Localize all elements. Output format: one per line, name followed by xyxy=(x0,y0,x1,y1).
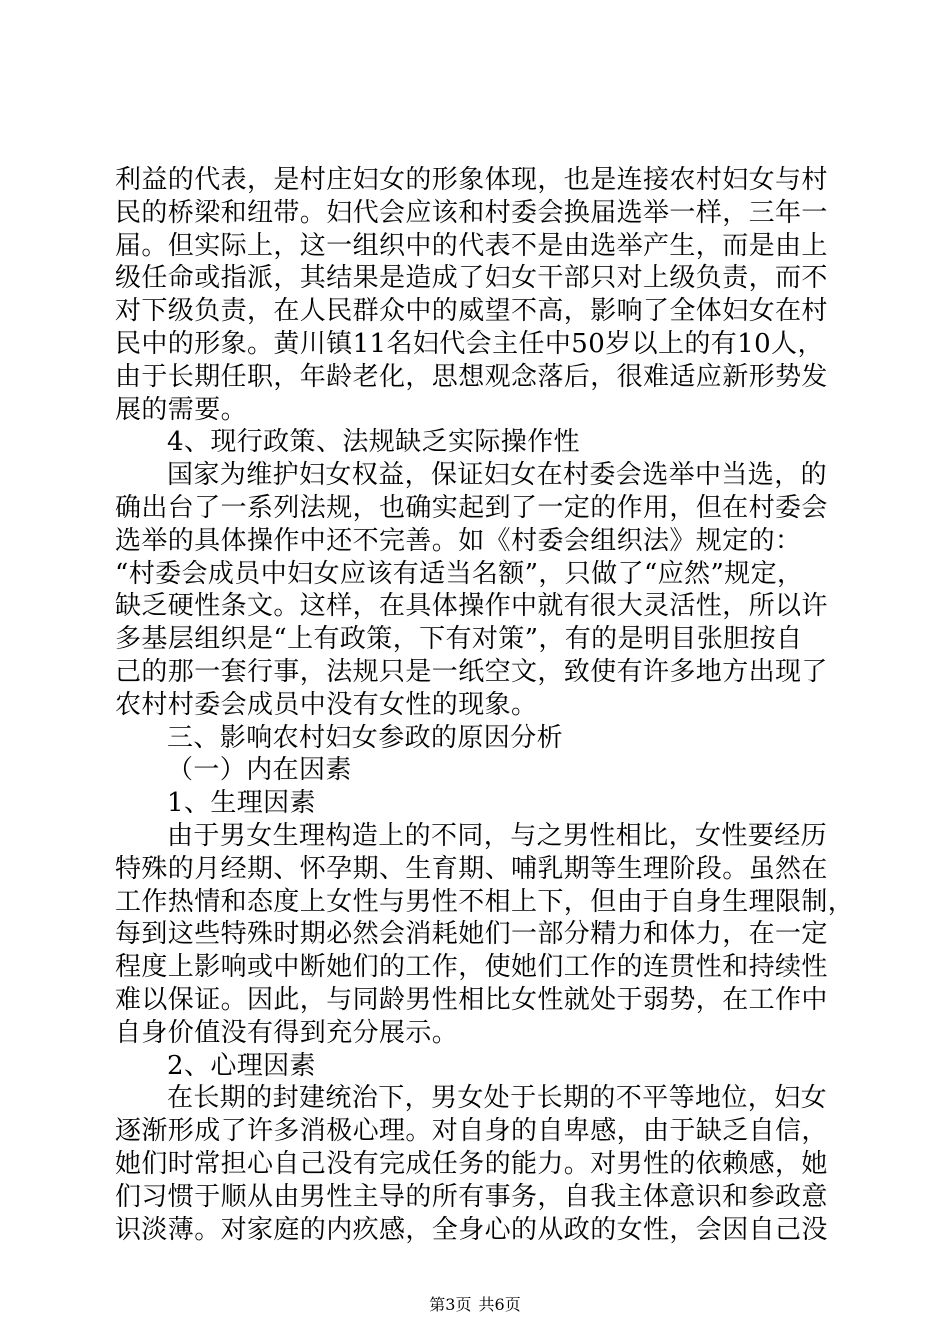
text-line: 利益的代表，是村庄妇女的形象体现，也是连接农村妇女与村 xyxy=(115,165,828,195)
section-heading: （一）内在因素 xyxy=(167,755,352,786)
text-line: 己的那一套行事，法规只是一纸空文，致使有许多地方出现了 xyxy=(115,656,828,687)
text-line: 逐渐形成了许多消极心理。对自身的自卑感，由于缺乏自信， xyxy=(115,1116,828,1147)
page-footer xyxy=(0,1292,950,1315)
text-line: 们习惯于顺从由男性主导的所有事务，自我主体意识和参政意 xyxy=(115,1181,828,1212)
text-line: “村委会成员中妇女应该有适当名额”，只做了“应然”规定， xyxy=(115,558,804,589)
text-line: 多基层组织是“上有政策，下有对策”，有的是明目张胆按自 xyxy=(115,624,803,655)
body-text xyxy=(115,164,855,1246)
text-line: 对下级负责，在人民群众中的威望不高，影响了全体妇女在村 xyxy=(115,296,828,327)
page-total: 共6页 xyxy=(478,1295,521,1314)
text-line: 选举的具体操作中还不完善。如《村委会组织法》规定的： xyxy=(115,525,802,556)
text-line: 程度上影响或中断她们的工作，使她们工作的连贯性和持续性 xyxy=(115,952,828,983)
section-heading: 2、心理因素 xyxy=(167,1050,316,1081)
text-line: 难以保证。因此，与同龄男性相比女性就处于弱势，在工作中 xyxy=(115,984,828,1015)
text-line: 民中的形象。黄川镇11名妇代会主任中50岁以上的有10人， xyxy=(115,328,824,359)
section-heading: 三、影响农村妇女参政的原因分析 xyxy=(167,722,564,753)
text-line: 识淡薄。对家庭的内疚感，全身心的从政的女性，会因自己没 xyxy=(115,1214,828,1245)
text-line: 特殊的月经期、怀孕期、生育期、哺乳期等生理阶段。虽然在 xyxy=(115,853,828,884)
text-line: 每到这些特殊时期必然会消耗她们一部分精力和体力，在一定 xyxy=(115,919,828,950)
text-line: 缺乏硬性条文。这样，在具体操作中就有很大灵活性，所以许 xyxy=(115,591,828,622)
page-number: 第3页 xyxy=(429,1295,472,1314)
text-line: 由于男女生理构造上的不同，与之男性相比，女性要经历 xyxy=(167,820,828,851)
text-line: 她们时常担心自己没有完成任务的能力。对男性的依赖感，她 xyxy=(115,1148,828,1179)
text-line: 届。但实际上，这一组织中的代表不是由选举产生，而是由上 xyxy=(115,230,828,261)
text-line: 展的需要。 xyxy=(115,394,248,425)
text-line: 由于长期任职，年龄老化，思想观念落后，很难适应新形势发 xyxy=(115,361,828,392)
text-line: 自身价值没有得到充分展示。 xyxy=(115,1017,459,1048)
text-line: 确出台了一系列法规，也确实起到了一定的作用，但在村委会 xyxy=(115,492,828,523)
text-line: 农村村委会成员中没有女性的现象。 xyxy=(115,689,538,720)
text-line: 民的桥梁和纽带。妇代会应该和村委会换届选举一样，三年一 xyxy=(115,197,828,228)
text-line: 在长期的封建统治下，男女处于长期的不平等地位，妇女 xyxy=(167,1083,828,1114)
section-heading: 4、现行政策、法规缺乏实际操作性 xyxy=(167,427,580,458)
section-heading: 1、生理因素 xyxy=(167,788,316,819)
text-line: 工作热情和态度上女性与男性不相上下，但由于自身生理限制， xyxy=(115,886,855,917)
text-line: 国家为维护妇女权益，保证妇女在村委会选举中当选，的 xyxy=(167,460,828,491)
text-line: 级任命或指派，其结果是造成了妇女干部只对上级负责，而不 xyxy=(115,263,828,294)
